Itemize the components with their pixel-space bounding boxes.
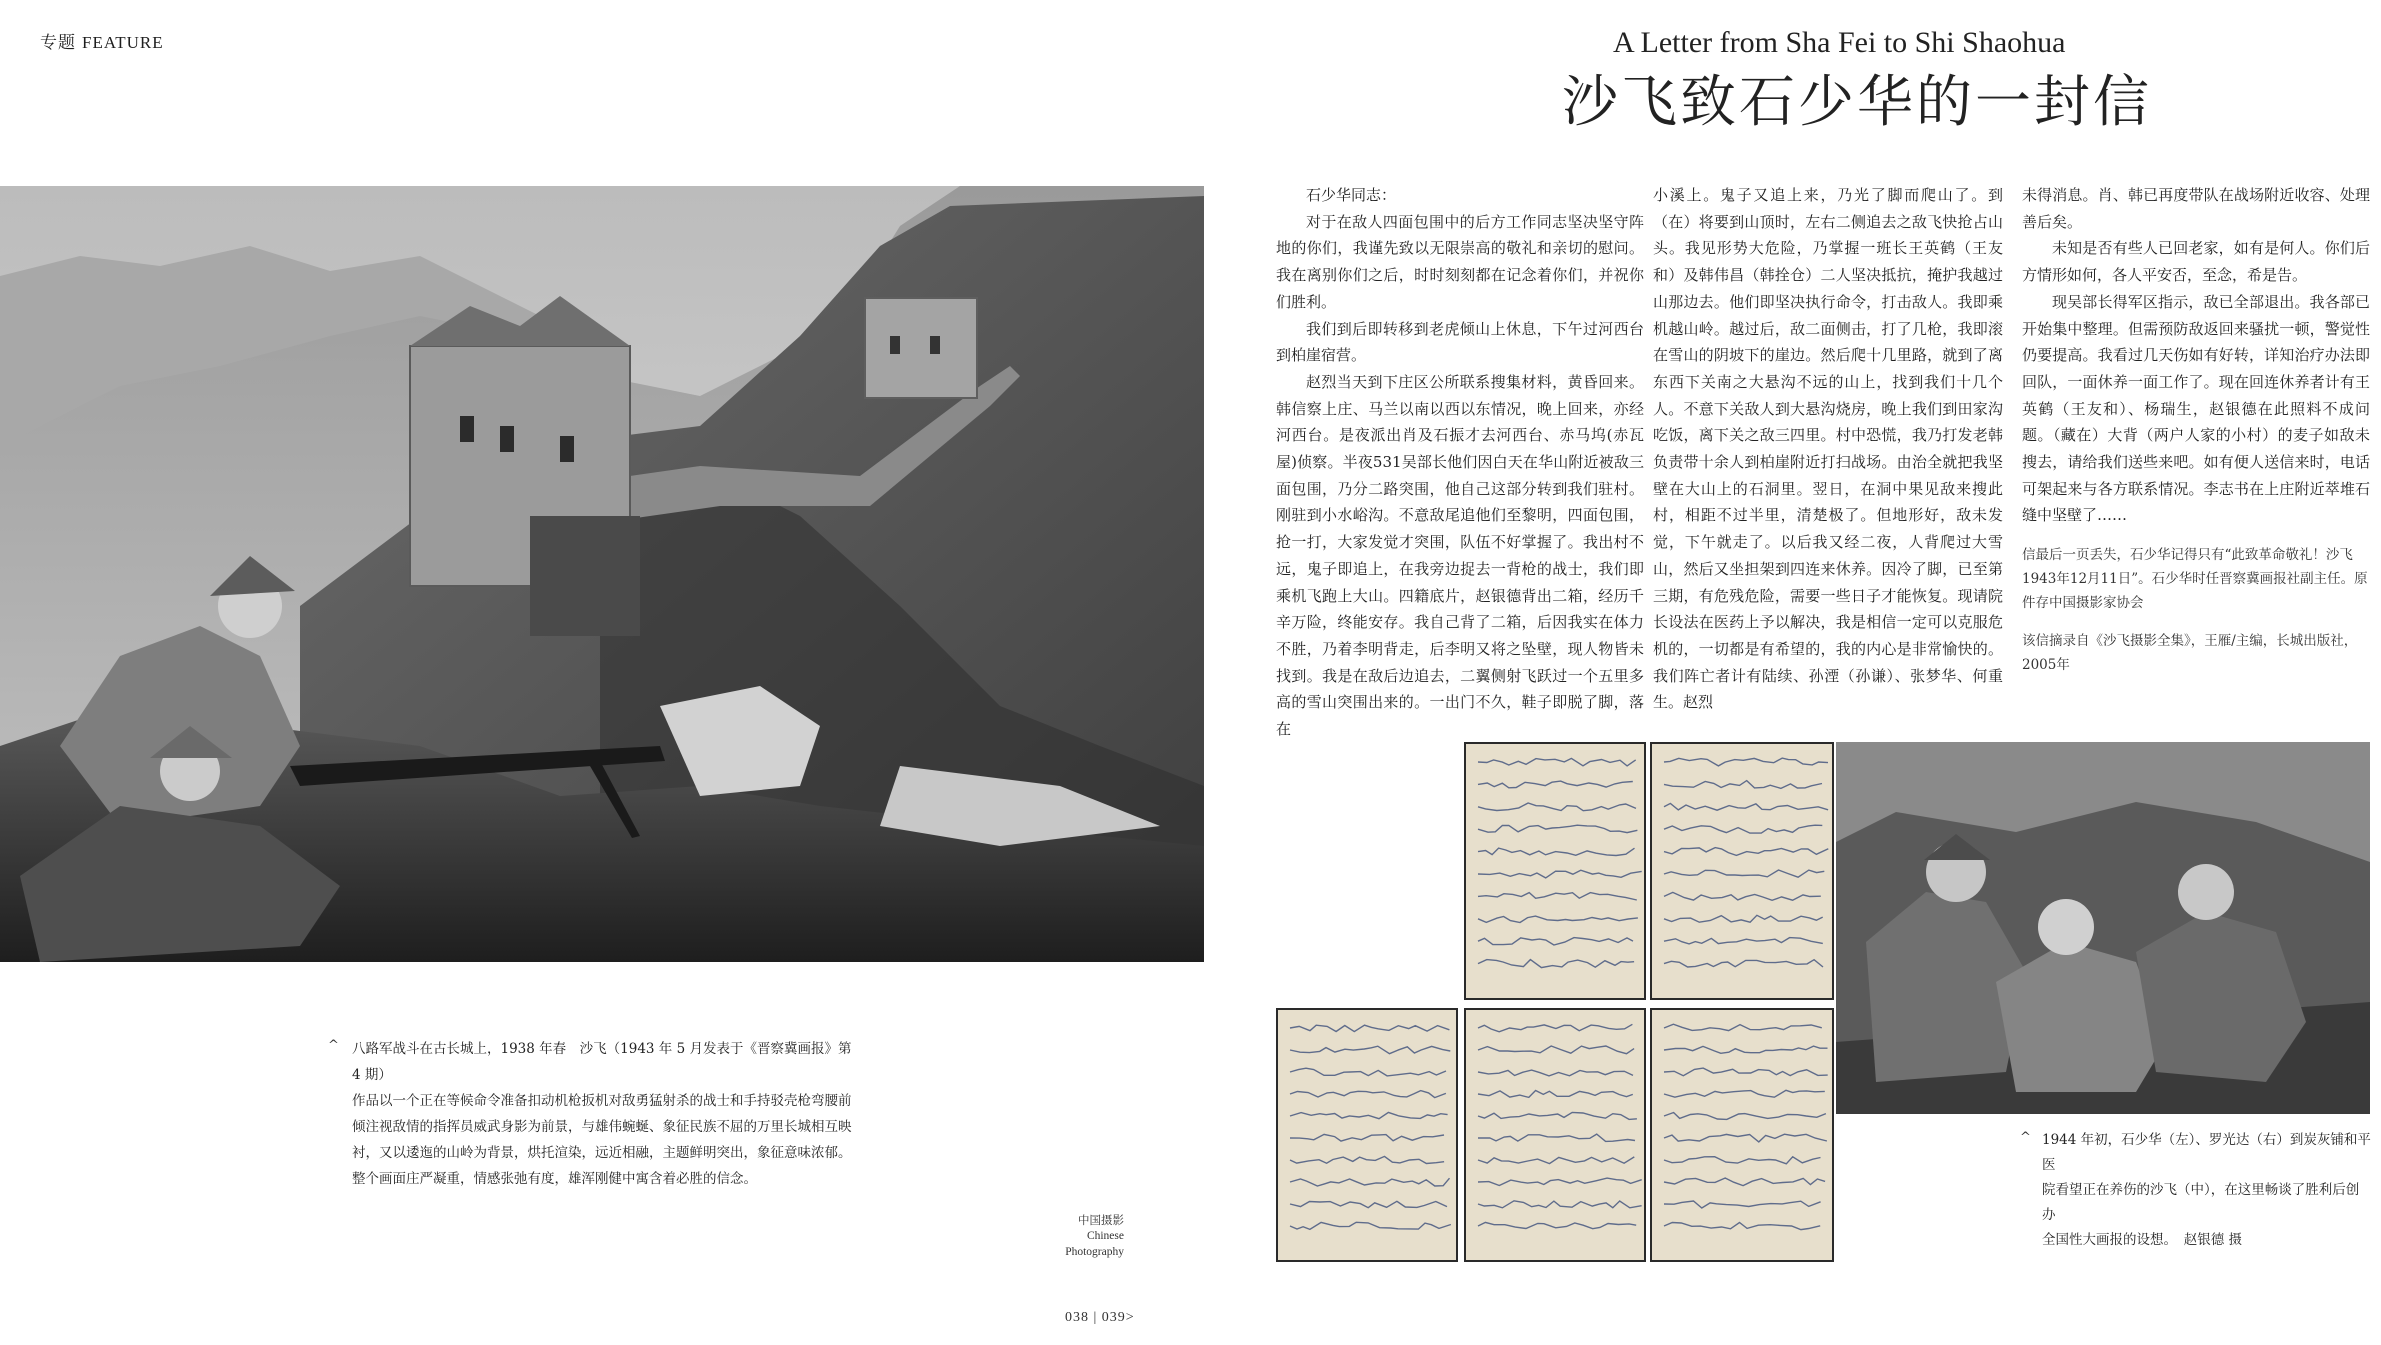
caption-line: 院看望正在养伤的沙飞（中），在这里畅谈了胜利后创办 (2042, 1182, 2360, 1223)
letter-page-scan-3 (1276, 1008, 1458, 1262)
caption-line: 八路军战斗在古长城上，1938 年春 沙飞（1943 年 5 月发表于《晋察冀画报》第 4 期） (352, 1041, 852, 1083)
handwriting-stroke (1478, 1157, 1634, 1164)
handwriting-stroke (1478, 893, 1637, 900)
letter-paragraph: 未知是否有些人已回老家，如有是何人。你们后方情形如何，各人平安否，至念，希是告。 (2022, 239, 2370, 285)
handwriting-stroke (1478, 870, 1642, 878)
title-chinese: 沙飞致石少华的一封信 (1562, 70, 2152, 135)
handwriting-stroke (1664, 915, 1823, 922)
caret-up-icon: ^ (2020, 1130, 2031, 1145)
handwriting-stroke (1478, 781, 1633, 788)
handwriting-stroke (1478, 1222, 1636, 1228)
magazine-name-en: Photography (1065, 1246, 1124, 1258)
source-note: 该信摘录自《沙飞摄影全集》，王雁/主编，长城出版社，2005年 (2022, 633, 2358, 674)
handwriting-stroke (1664, 1113, 1826, 1120)
caption-line: 作品以一个正在等候命令准备扣动机枪扳机对敌勇猛射杀的战士和手持驳壳枪弯腰前 (352, 1093, 852, 1109)
magazine-name (1020, 1212, 1124, 1260)
handwriting-stroke (1478, 916, 1638, 922)
handwriting-stroke (1290, 1134, 1444, 1141)
page-number: 038 | 039> (1065, 1310, 1135, 1325)
letter-paragraph-part: 未得消息。肖、韩已再度带队在战场附近收容、处理善后矣。 (2022, 186, 2370, 231)
handwriting-stroke (1478, 1024, 1632, 1032)
handwriting-stroke (1290, 1112, 1448, 1118)
tower-shadow-base (530, 516, 640, 636)
section-label-en: FEATURE (82, 33, 164, 52)
handwriting-stroke (1664, 960, 1823, 967)
section-label (40, 28, 164, 53)
main-photo-caption (352, 1036, 862, 1192)
handwriting-stroke (1290, 1025, 1449, 1031)
handwriting-stroke (1664, 1201, 1821, 1208)
magazine-name-zh: 中国摄影 (1078, 1213, 1124, 1227)
magazine-name-en: Chinese (1086, 1230, 1124, 1242)
handwriting-stroke (1290, 1156, 1444, 1163)
handwriting-stroke (1290, 1046, 1450, 1054)
handwriting-stroke (1664, 938, 1823, 944)
tower-window (560, 436, 574, 462)
caption-line: 倾注视敌情的指挥员威武身影为前景，与雄伟蜿蜒、象征民族不屈的万里长城相互映 (352, 1119, 852, 1135)
caption-line: 全国性大画报的设想。 赵银德 摄 (2042, 1232, 2243, 1248)
tower-window (930, 336, 940, 354)
handwriting-stroke (1664, 1134, 1827, 1142)
handwriting-stroke (1664, 1046, 1828, 1053)
handwriting-stroke (1478, 1112, 1637, 1119)
group-photo-illustration (1836, 742, 2370, 1114)
tower-window (890, 336, 900, 354)
group-photo (1836, 742, 2370, 1114)
section-label-zh: 专题 (40, 33, 76, 53)
watchtower-far (865, 298, 977, 398)
letter-paragraph-part: 赵烈当天到下庄区公所联系搜集材料，黄昏回来。韩信察上庄、马兰以南以西以东情况，晚上回来，亦经河西台。是夜派出肖及石振才去河西台、赤马坞(赤瓦屋)侦察。半夜531吴部长他们因白天在华山附近被敌三面包围，乃分二路突围，他自己这部分转到我们驻村。刚驻到小水峪沟。不意敌尾追他们至黎明，四面包围，抢一打，大家发觉才突围，队伍不好掌握了。我出村不远，鬼子即追上，在我旁边捉去一背枪的战士，我们即乘机飞跑上大山。四籍底片，赵银德背出二箱，经历千辛万险，终能安存。我自己背了二箱，后因我实在体力不胜，乃着李明背走，后李明又将之坠壁，现人物皆未找到。我是在敌后边追去，二翼侧射飞跃过一个五里多高的雪山突围出来的。一出门不久，鞋子即脱了脚，落在 (1276, 372, 1644, 739)
person-middle-head (2038, 899, 2094, 955)
handwriting-stroke (1290, 1068, 1446, 1076)
letter-paragraph: 现吴部长得军区指示，敌已全部退出。我各部已开始集中整理。但需预防敌返回来骚扰一顿，警觉性仍要提高。我看过几天伤如有好转，详知治疗办法即回队，一面休养一面工作了。现在回连休养者计有王英鹤（王友和）、杨瑞生，赵银德在此照料不成问题。（藏在）大背（两户人家的小村）的麦子如敌未搜去，请给我们送些来吧。如有便人送信来时，电话可架起来与各方联系情况。李志书在上庄附近萃堆石缝中坚壁了…… (2022, 292, 2370, 525)
handwriting-stroke (1478, 938, 1633, 945)
tower-window (500, 426, 514, 452)
text-column-1 (1276, 182, 1644, 743)
title-english: A Letter from Sha Fei to Shi Shaohua (1613, 26, 2066, 59)
source-note: 信最后一页丢失，石少华记得只有“此致革命敬礼！沙飞 1943年12月11日”。石少华时任晋察冀画报社副主任。原件存中国摄影家协会 (2022, 547, 2368, 612)
handwriting-stroke (1478, 1070, 1633, 1076)
handwriting-stroke (1478, 1091, 1633, 1098)
letter-salutation: 石少华同志： (1306, 186, 1397, 204)
handwriting-stroke (1290, 1091, 1446, 1098)
handwriting-stroke (1664, 1157, 1821, 1164)
letter-page-scan-4 (1464, 1008, 1646, 1262)
caption-line: 衬，又以逶迤的山岭为背景，烘托渲染，远近相融，主题鲜明突出，象征意味浓郁。 (352, 1145, 852, 1161)
letter-page-scan-5 (1650, 1008, 1834, 1262)
caption-line: 1944 年初，石少华（左）、罗光达（右）到炭灰铺和平医 (2042, 1132, 2371, 1173)
handwriting-stroke (1664, 758, 1828, 766)
group-photo-caption (2042, 1128, 2372, 1253)
handwriting-stroke (1664, 870, 1824, 877)
main-photo-great-wall (0, 186, 1204, 962)
handwriting-stroke (1664, 1223, 1820, 1230)
handwriting-stroke (1478, 1201, 1642, 1208)
text-column-2 (1653, 182, 2003, 716)
handwriting-stroke (1664, 825, 1822, 833)
handwriting-stroke (1664, 803, 1828, 810)
letter-page-scan-2 (1650, 742, 1834, 1000)
handwriting-stroke (1478, 1178, 1642, 1185)
handwriting-stroke (1664, 848, 1828, 856)
letter-paragraph: 我们到后即转移到老虎倾山上休息，下午过河西台到柏崖宿营。 (1276, 319, 1644, 365)
handwriting-stroke (1290, 1201, 1447, 1207)
handwriting-stroke (1478, 825, 1637, 832)
handwriting-stroke (1478, 848, 1635, 855)
handwriting-stroke (1478, 1046, 1634, 1054)
letter-paragraph-part: 小溪上。鬼子又追上来，乃光了脚而爬山了。到（在）将要到山顶时，左右二侧追去之敌飞快抢占山头。我见形势大危险，乃掌握一班长王英鹤（王友和）及韩伟昌（韩拴仓）二人坚决抵抗，掩护我越过山那边去。他们即坚决执行命令，打击敌人。我即乘机越山岭。越过后，敌二面侧击，打了几枪，我即滚在雪山的阴坡下的崖边。然后爬十几里路，就到了离东西下关南之大悬沟不远的山上，找到我们十几个人。不意下关敌人到大悬沟烧房，晚上我们到田家沟吃饭，离下关之敌三四里。村中恐慌，我乃打发老韩负责带十余人到柏崖附近打扫战场。由治全就把我坚壁在大山上的石洞里。翌日，在洞中果见敌来搜此村，相距不过半里，清楚极了。但地形好，敌未发觉，下午就走了。以后我又经二夜，人背爬过大雪山，然后又坐担架到四连来休养。因冷了脚，已至第三期，有危残危险，需要一些日子才能恢复。现请院长设法在医药上予以解决，我是相信一定可以克服危机的，一切都是有希望的，我的内心是非常愉快的。我们阵亡者计有陆续、孙湮（孙谦）、张梦华、何重生。赵烈 (1653, 186, 2003, 712)
handwriting-stroke (1664, 1090, 1825, 1097)
tower-window (460, 416, 474, 442)
letter-page-scan-1 (1464, 742, 1646, 1000)
handwriting-stroke (1664, 781, 1822, 789)
letter-paragraph: 对于在敌人四面包围中的后方工作同志坚决坚守阵地的你们，我谨先致以无限崇高的敬礼和亲切的慰问。我在离别你们之后，时时刻刻都在记念着你们，并祝你们胜利。 (1276, 212, 1644, 311)
handwriting-stroke (1664, 1024, 1822, 1030)
handwriting-stroke (1290, 1222, 1451, 1229)
handwriting-stroke (1664, 1178, 1825, 1186)
text-column-3 (2022, 182, 2370, 677)
great-wall-illustration (0, 186, 1204, 962)
caret-up-icon: ^ (328, 1038, 339, 1053)
handwriting-stroke (1664, 1068, 1828, 1076)
handwriting-stroke (1290, 1178, 1450, 1186)
caption-line: 整个画面庄严凝重，情感张弛有度，雄浑刚健中寓含着必胜的信念。 (352, 1171, 757, 1187)
handwriting-stroke (1478, 758, 1636, 766)
handwriting-stroke (1478, 803, 1636, 811)
handwriting-stroke (1664, 892, 1821, 900)
handwriting-stroke (1478, 1134, 1635, 1141)
person-right-head (2178, 864, 2234, 920)
handwriting-stroke (1478, 960, 1634, 968)
